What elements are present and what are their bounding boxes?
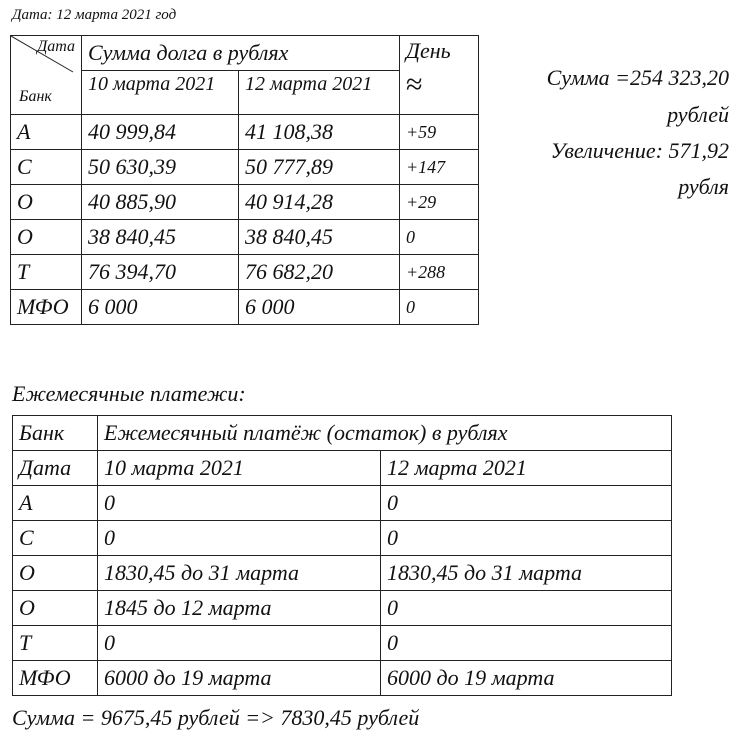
monthly-date-1: 10 марта 2021 — [98, 451, 381, 486]
bank-cell: О — [11, 185, 82, 220]
day-change: +288 — [400, 255, 479, 290]
bank-cell: А — [11, 115, 82, 150]
corner-cell — [11, 36, 82, 115]
monthly-title: Ежемесячные платежи: — [12, 381, 246, 406]
day-header-label: День — [406, 38, 451, 63]
debt-value-1: 6 000 — [82, 290, 239, 325]
sum-header: Сумма долга в рублях — [82, 36, 400, 71]
table-row — [11, 290, 479, 325]
payment-value-1: 1830,45 до 31 марта — [98, 556, 381, 591]
day-change: +147 — [400, 150, 479, 185]
table-header-row — [13, 451, 672, 486]
debt-value-2: 50 777,89 — [239, 150, 400, 185]
debt-value-1: 40 885,90 — [82, 185, 239, 220]
debt-value-2: 40 914,28 — [239, 185, 400, 220]
payment-value-2: 0 — [381, 626, 672, 661]
bank-cell: МФО — [11, 290, 82, 325]
table-row — [13, 626, 672, 661]
increase-value: Увеличение: 571,92 — [550, 138, 729, 163]
day-change: +59 — [400, 115, 479, 150]
total-sum: Сумма =254 323,20 — [546, 65, 729, 90]
table-row — [11, 150, 479, 185]
document-date: Дата: 12 марта 2021 год — [12, 7, 177, 23]
day-change: 0 — [400, 290, 479, 325]
bank-cell: С — [11, 150, 82, 185]
corner-label-bank: Банк — [19, 88, 52, 105]
day-change: +29 — [400, 185, 479, 220]
payment-value-1: 0 — [98, 626, 381, 661]
debt-value-2: 6 000 — [239, 290, 400, 325]
increase-unit: рубля — [678, 174, 729, 199]
monthly-total: Сумма = 9675,45 рублей => 7830,45 рублей — [12, 705, 420, 730]
monthly-date-2: 12 марта 2021 — [381, 451, 672, 486]
bank-cell: Т — [11, 255, 82, 290]
debt-value-2: 38 840,45 — [239, 220, 400, 255]
total-sum-unit: рублей — [667, 102, 729, 127]
payment-value-2: 6000 до 19 марта — [381, 661, 672, 696]
table-header-row — [13, 416, 672, 451]
table-row — [11, 220, 479, 255]
bank-cell: А — [13, 486, 98, 521]
header-bank: Банк — [13, 416, 98, 451]
day-header — [400, 36, 479, 115]
payment-value-1: 1845 до 12 марта — [98, 591, 381, 626]
debt-date-1: 10 марта 2021 — [82, 71, 239, 115]
debt-value-1: 40 999,84 — [82, 115, 239, 150]
payment-value-1: 0 — [98, 521, 381, 556]
payment-value-2: 0 — [381, 591, 672, 626]
table-row — [11, 115, 479, 150]
day-change: 0 — [400, 220, 479, 255]
debt-value-2: 76 682,20 — [239, 255, 400, 290]
bank-cell: О — [13, 591, 98, 626]
bank-cell: С — [13, 521, 98, 556]
payment-value-2: 0 — [381, 486, 672, 521]
table-row — [13, 486, 672, 521]
corner-label-date: Дата — [37, 38, 75, 55]
monthly-table — [12, 415, 672, 696]
payment-value-2: 1830,45 до 31 марта — [381, 556, 672, 591]
debt-date-2: 12 марта 2021 — [239, 71, 400, 115]
bank-cell: О — [11, 220, 82, 255]
bank-cell: МФО — [13, 661, 98, 696]
bank-cell: Т — [13, 626, 98, 661]
table-row — [13, 661, 672, 696]
table-row — [13, 521, 672, 556]
payment-value-2: 0 — [381, 521, 672, 556]
header-payment: Ежемесячный платёж (остаток) в рублях — [98, 416, 672, 451]
debt-value-1: 50 630,39 — [82, 150, 239, 185]
bank-cell: О — [13, 556, 98, 591]
debt-value-1: 76 394,70 — [82, 255, 239, 290]
payment-value-1: 0 — [98, 486, 381, 521]
payment-value-1: 6000 до 19 марта — [98, 661, 381, 696]
approx-symbol: ≈ — [406, 68, 423, 101]
header-date: Дата — [13, 451, 98, 486]
table-row — [13, 556, 672, 591]
debt-value-2: 41 108,38 — [239, 115, 400, 150]
debt-table — [10, 35, 479, 325]
table-row — [11, 255, 479, 290]
table-row — [13, 591, 672, 626]
debt-value-1: 38 840,45 — [82, 220, 239, 255]
table-row — [11, 185, 479, 220]
